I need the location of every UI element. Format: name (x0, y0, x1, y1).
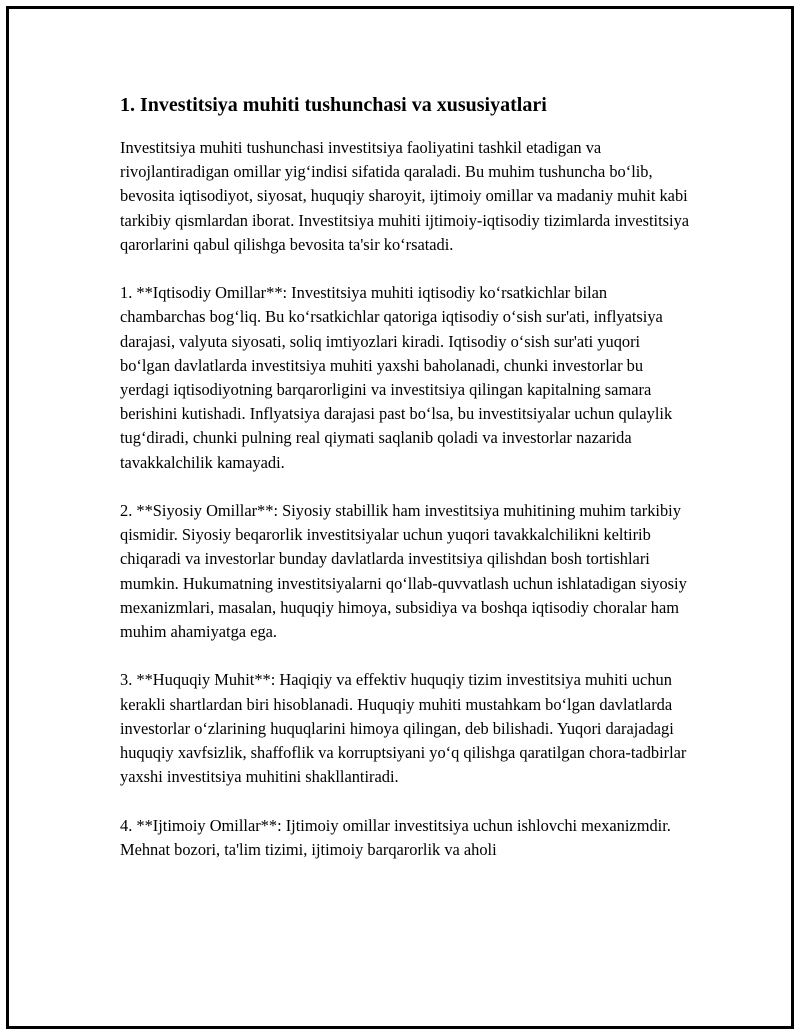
section-heading: 1. Investitsiya muhiti tushunchasi va xususiyatlari (120, 94, 547, 116)
economic-factors-paragraph: 1. **Iqtisodiy Omillar**: Investitsiya muhiti iqtisodiy ko‘rsatkichlar bilan chambarchas bog‘liq. Bu ko‘rsatkichlar qatoriga iqtisodiy o‘sish sur'ati, inflyatsiya darajasi, valyuta siyosati, soliq imtiyozlari kiradi. Iqtisodiy o‘sish sur'ati yuqori bo‘lgan davlatlarda investitsiya muhiti yaxshi baholanadi, chunki investorlar bu yerdagi iqtisodiyotning barqarorligini va investitsiya qilingan kapitalning samara berishini kutishadi. Inflyatsiya darajasi past bo‘lsa, bu investitsiyalar uchun qulaylik tug‘diradi, chunki pulning real qiymati saqlanib qoladi va investorlar nazarida tavakkalchilik kamayadi. (120, 283, 673, 472)
legal-environment-paragraph: 3. **Huquqiy Muhit**: Haqiqiy va effektiv huquqiy tizim investitsiya muhiti uchun kerakli shartlardan biri hisoblanadi. Huquqiy muhiti mustahkam bo‘lgan davlatlarda investorlar o‘zlarining huquqlarini himoya qilingan, deb bilishadi. Yuqori darajadagi huquqiy xavfsizlik, shaffoflik va korruptsiyani yo‘q qilishga qaratilgan chora-tadbirlar yaxshi investitsiya muhitini shakllantiradi. (120, 670, 687, 787)
page-frame (6, 6, 794, 1029)
document-body (120, 93, 692, 886)
political-factors-paragraph: 2. **Siyosiy Omillar**: Siyosiy stabillik ham investitsiya muhitining muhim tarkibiy qismidir. Siyosiy beqarorlik investitsiyalar uchun yuqori tavakkalchilikni keltirib chiqaradi va investorlar bunday davlatlarda investitsiya qilishdan bosh tortishlari mumkin. Hukumatning investitsiyalarni qo‘llab-quvvatlash uchun ishlatadigan siyosiy mexanizmlari, masalan, huquqiy himoya, subsidiya va boshqa iqtisodiy choralar ham muhim ahamiyatga ega. (120, 501, 687, 642)
social-factors-paragraph: 4. **Ijtimoiy Omillar**: Ijtimoiy omillar investitsiya uchun ishlovchi mexanizmdir. Mehnat bozori, ta'lim tizimi, ijtimoiy barqarorlik va aholi (120, 815, 671, 859)
intro-paragraph: Investitsiya muhiti tushunchasi investitsiya faoliyatini tashkil etadigan va rivojlantiradigan omillar yig‘indisi sifatida qaraladi. Bu muhim tushuncha bo‘lib, bevosita iqtisodiyot, siyosat, huquqiy sharoyit, ijtimoiy omillar va madaniy muhit kabi tarkibiy qismlardan iborat. Investitsiya muhiti ijtimoiy-iqtisodiy tizimlarda investitsiya qarorlarini qabul qilishga bevosita ta'sir ko‘rsatadi. (120, 138, 690, 254)
